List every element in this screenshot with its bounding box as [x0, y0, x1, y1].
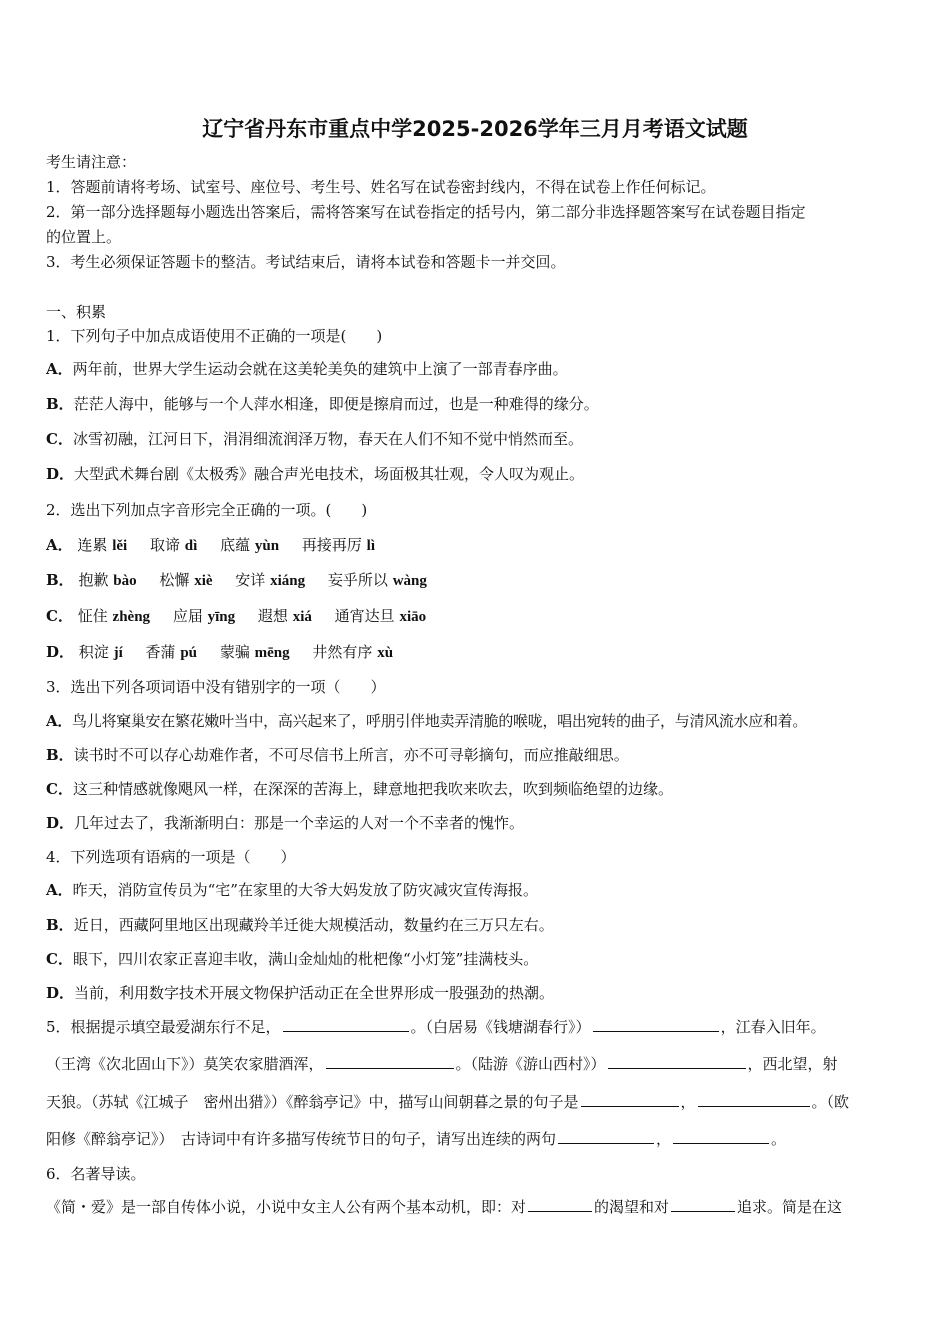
fill-text: ，西北望，射: [747, 1055, 838, 1073]
answer-blank[interactable]: [608, 1054, 746, 1069]
pinyin: pú: [180, 645, 198, 661]
option-text: 读书时不可以存心劫难作者，不可尽信书上所言，亦不可寻彰摘句，而应推敲细思。: [73, 746, 629, 764]
pinyin: lěi: [112, 538, 128, 554]
option-word: 井然有序: [312, 643, 373, 661]
question-stem: 4．下列选项有语病的一项是（ ）: [46, 848, 296, 866]
option-word: 遐想: [257, 607, 288, 625]
option-text: 近日，西藏阿里地区出现藏羚羊迁徙大规模活动，数量约在三万只左右。: [73, 916, 554, 934]
notice-item: 2．第一部分选择题每小题选出答案后，需将答案写在试卷指定的括号内，第二部分非选择题答案写在试卷题目指定: [46, 203, 806, 221]
question-stem: 3．选出下列各项词语中没有错别字的一项（ ）: [46, 678, 386, 696]
fill-text: ，: [680, 1093, 696, 1111]
option-label: A．: [46, 360, 73, 378]
option-row: [46, 535, 908, 556]
fill-text: 。（白居易《钱塘湖春行》）: [410, 1018, 591, 1036]
option-label: D．: [46, 814, 75, 832]
answer-blank[interactable]: [528, 1197, 592, 1212]
pinyin: xù: [377, 645, 394, 661]
option-label: C．: [46, 430, 73, 448]
option-word: 应届: [172, 607, 203, 625]
option-text: 两年前，世界大学生运动会就在这美轮美奂的建筑中上演了一部青春序曲。: [72, 360, 568, 378]
fill-text: 天狼。（苏轼《江城子 密州出猎》）《醉翁亭记》中，描写山间朝暮之景的句子是: [46, 1093, 579, 1111]
option-label: B．: [46, 916, 74, 934]
option-text: 大型武术舞台剧《太极秀》融合声光电技术，场面极其壮观，令人叹为观止。: [74, 465, 585, 483]
section-heading: 一、积累: [46, 303, 107, 321]
answer-blank[interactable]: [593, 1017, 719, 1032]
answer-blank[interactable]: [581, 1092, 679, 1107]
option-row: [46, 606, 908, 627]
pinyin: lì: [366, 538, 375, 554]
option-label: C．: [46, 607, 73, 625]
option-text: 当前，利用数字技术开展文物保护活动正在全世界形成一股强劲的热潮。: [74, 984, 555, 1002]
fill-text: （王湾《次北固山下》）莫笑农家腊酒浑，: [46, 1055, 324, 1073]
pinyin: xiè: [194, 573, 213, 589]
fill-text: 。: [771, 1130, 787, 1148]
option-word: 怔住: [77, 607, 108, 625]
option-row: [46, 813, 908, 833]
option-text: 昨天，消防宣传员为“宅”在家里的大爷大妈发放了防灾减灾宣传海报。: [72, 881, 538, 899]
option-word: 妄乎所以: [327, 571, 388, 589]
fill-line: [46, 1129, 908, 1149]
option-word: 取谛: [150, 536, 181, 554]
option-text: 冰雪初融，江河日下，涓涓细流润泽万物，春天在人们不知不觉中悄然而至。: [72, 430, 583, 448]
page-title: 辽宁省丹东市重点中学2025-2026学年三月月考语文试题: [202, 117, 748, 141]
option-text: 这三种情感就像飓风一样，在深深的苦海上，肆意地把我吹来吹去，吹到频临绝望的边缘。: [72, 780, 673, 798]
answer-blank[interactable]: [558, 1129, 654, 1144]
pinyin: bào: [113, 573, 137, 589]
option-label: A．: [46, 712, 73, 730]
answer-blank[interactable]: [673, 1129, 769, 1144]
question-stem: 1．下列句子中加点成语使用不正确的一项是( ): [46, 327, 383, 345]
option-word: 蒙骗: [219, 643, 250, 661]
fill-line: [46, 1092, 908, 1112]
option-row: [46, 429, 908, 449]
option-row: [46, 570, 908, 591]
option-word: 安详: [235, 571, 266, 589]
option-label: A．: [46, 881, 73, 899]
fill-text: 追求。简是在这: [737, 1198, 843, 1216]
fill-line: [46, 1054, 908, 1074]
fill-text: ，江春入旧年。: [720, 1018, 826, 1036]
fill-text: 5．根据提示填空最爱湖东行不足，: [46, 1018, 281, 1036]
fill-text: 的渴望和对: [594, 1198, 670, 1216]
pinyin: dì: [184, 538, 198, 554]
option-text: 鸟儿将窠巢安在繁花嫩叶当中，高兴起来了，呼朋引伴地卖弄清脆的喉咙，唱出宛转的曲子，与清风流水应和着。: [72, 712, 808, 730]
notice-item: 3．考生必须保证答题卡的整洁。考试结束后，请将本试卷和答题卡一并交回。: [46, 253, 566, 271]
option-word: 松懈: [159, 571, 190, 589]
option-word: 再接再厉: [301, 536, 362, 554]
option-word: 底蕴: [220, 536, 251, 554]
question-stem: 2．选出下列加点字音形完全正确的一项。( ): [46, 501, 368, 519]
option-label: D．: [46, 643, 75, 661]
fill-line: [46, 1197, 908, 1217]
option-row: [46, 915, 908, 935]
option-label: D．: [46, 984, 75, 1002]
notice-heading: 考生请注意：: [46, 153, 137, 171]
option-label: B．: [46, 746, 74, 764]
answer-blank[interactable]: [326, 1054, 454, 1069]
option-word: 通宵达旦: [334, 607, 395, 625]
option-label: B．: [46, 395, 74, 413]
fill-text: ，: [656, 1130, 672, 1148]
option-word: 香蒲: [145, 643, 176, 661]
option-label: A．: [46, 536, 73, 554]
option-row: [46, 464, 908, 484]
answer-blank[interactable]: [671, 1197, 735, 1212]
option-text: 茫茫人海中，能够与一个人萍水相逢，即便是擦肩而过，也是一种难得的缘分。: [73, 395, 599, 413]
option-label: D．: [46, 465, 75, 483]
option-row: [46, 983, 908, 1003]
option-word: 积淀: [78, 643, 109, 661]
pinyin: yùn: [254, 538, 280, 554]
option-label: B．: [46, 571, 74, 589]
option-word: 抱歉: [78, 571, 109, 589]
notice-item: 的位置上。: [46, 228, 122, 246]
option-row: [46, 642, 908, 663]
option-row: [46, 711, 908, 731]
option-text: 眼下，四川农家正喜迎丰收，满山金灿灿的枇杷像“小灯笼”挂满枝头。: [72, 950, 539, 968]
option-row: [46, 745, 908, 765]
option-row: [46, 949, 908, 969]
pinyin: xiáng: [270, 573, 306, 589]
answer-blank[interactable]: [698, 1092, 810, 1107]
fill-text: 《简・爱》是一部自传体小说，小说中女主人公有两个基本动机，即：对: [46, 1198, 527, 1216]
answer-blank[interactable]: [283, 1017, 409, 1032]
option-row: [46, 779, 908, 799]
option-label: C．: [46, 950, 73, 968]
pinyin: xiá: [292, 609, 312, 625]
option-row: [46, 880, 908, 900]
fill-line: [46, 1017, 908, 1037]
fill-text: 。（欧: [811, 1093, 850, 1111]
pinyin: jí: [113, 645, 123, 661]
option-label: C．: [46, 780, 73, 798]
pinyin: yīng: [207, 609, 236, 625]
option-word: 连累: [77, 536, 108, 554]
pinyin: wàng: [392, 573, 427, 589]
question-stem: 6．名著导读。: [46, 1165, 146, 1183]
notice-item: 1．答题前请将考场、试室号、座位号、考生号、姓名写在试卷密封线内，不得在试卷上作任何标记。: [46, 178, 716, 196]
option-row: [46, 359, 908, 379]
option-row: [46, 394, 908, 414]
pinyin: zhèng: [112, 609, 151, 625]
pinyin: mēng: [254, 645, 290, 661]
fill-text: 阳修《醉翁亭记》） 古诗词中有许多描写传统节日的句子，请写出连续的两句: [46, 1130, 557, 1148]
fill-text: 。（陆游《游山西村》）: [455, 1055, 606, 1073]
option-text: 几年过去了，我渐渐明白：那是一个幸运的人对一个不幸者的愧怍。: [74, 814, 525, 832]
pinyin: xiāo: [399, 609, 427, 625]
